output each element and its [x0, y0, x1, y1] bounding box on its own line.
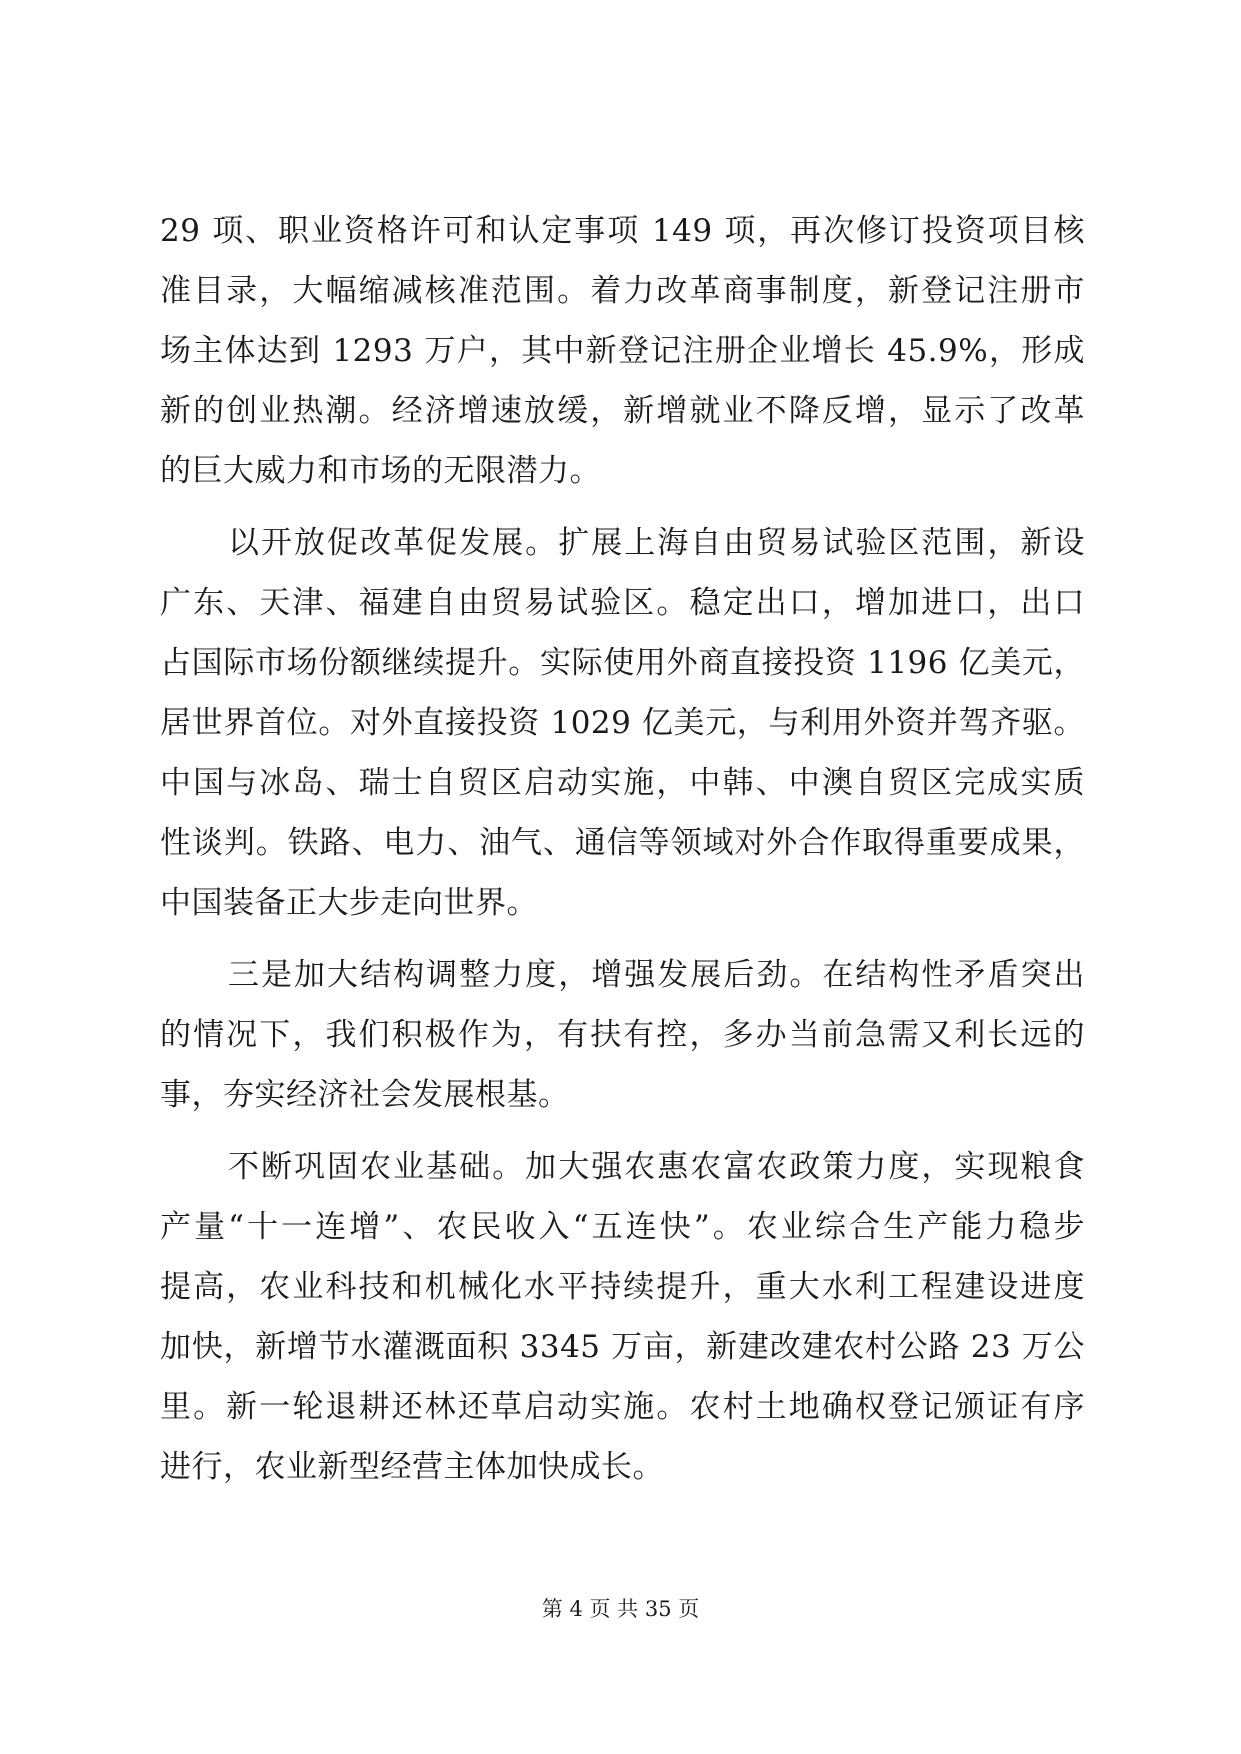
text-line: 性谈判。铁路、电力、油气、通信等领域对外合作取得重要成果，: [160, 825, 1085, 861]
text-line: 进行，农业新型经营主体加快成长。: [160, 1449, 664, 1485]
paragraph-first-line: 以开放促改革促发展。扩展上海自由贸易试验区范围，新设: [228, 525, 1085, 561]
text-line: 29 项、职业资格许可和认定事项 149 项，再次修订投资项目核: [160, 213, 1085, 249]
text-line: 里。新一轮退耕还林还草启动实施。农村土地确权登记颁证有序: [160, 1389, 1085, 1425]
text-line: 事，夯实经济社会发展根基。: [160, 1077, 570, 1113]
text-line: 的情况下，我们积极作为，有扶有控，多办当前急需又利长远的: [160, 1017, 1085, 1053]
text-line: 中国装备正大步走向世界。: [160, 885, 538, 921]
text-line: 广东、天津、福建自由贸易试验区。稳定出口，增加进口，出口: [160, 585, 1085, 621]
paragraph-first-line: 不断巩固农业基础。加大强农惠农富农政策力度，实现粮食: [228, 1149, 1085, 1185]
page-number-footer: 第 4 页 共 35 页: [541, 1597, 700, 1621]
text-line: 居世界首位。对外直接投资 1029 亿美元，与利用外资并驾齐驱。: [160, 705, 1085, 741]
text-line: 产量“十一连增”、农民收入“五连快”。农业综合生产能力稳步: [160, 1209, 1085, 1245]
text-line: 中国与冰岛、瑞士自贸区启动实施，中韩、中澳自贸区完成实质: [160, 765, 1085, 801]
text-line: 准目录，大幅缩减核准范围。着力改革商事制度，新登记注册市: [160, 273, 1085, 309]
paragraph-first-line: 三是加大结构调整力度，增强发展后劲。在结构性矛盾突出: [228, 957, 1085, 993]
text-line: 占国际市场份额继续提升。实际使用外商直接投资 1196 亿美元，: [160, 645, 1085, 681]
text-line: 提高，农业科技和机械化水平持续提升，重大水利工程建设进度: [160, 1269, 1085, 1305]
document-body: [160, 201, 1085, 1497]
text-line: 新的创业热潮。经济增速放缓，新增就业不降反增，显示了改革: [160, 393, 1085, 429]
text-line: 场主体达到 1293 万户，其中新登记注册企业增长 45.9%，形成: [160, 333, 1085, 369]
text-line: 的巨大威力和市场的无限潜力。: [160, 453, 601, 489]
text-line: 加快，新增节水灌溉面积 3345 万亩，新建改建农村公路 23 万公: [160, 1329, 1085, 1365]
